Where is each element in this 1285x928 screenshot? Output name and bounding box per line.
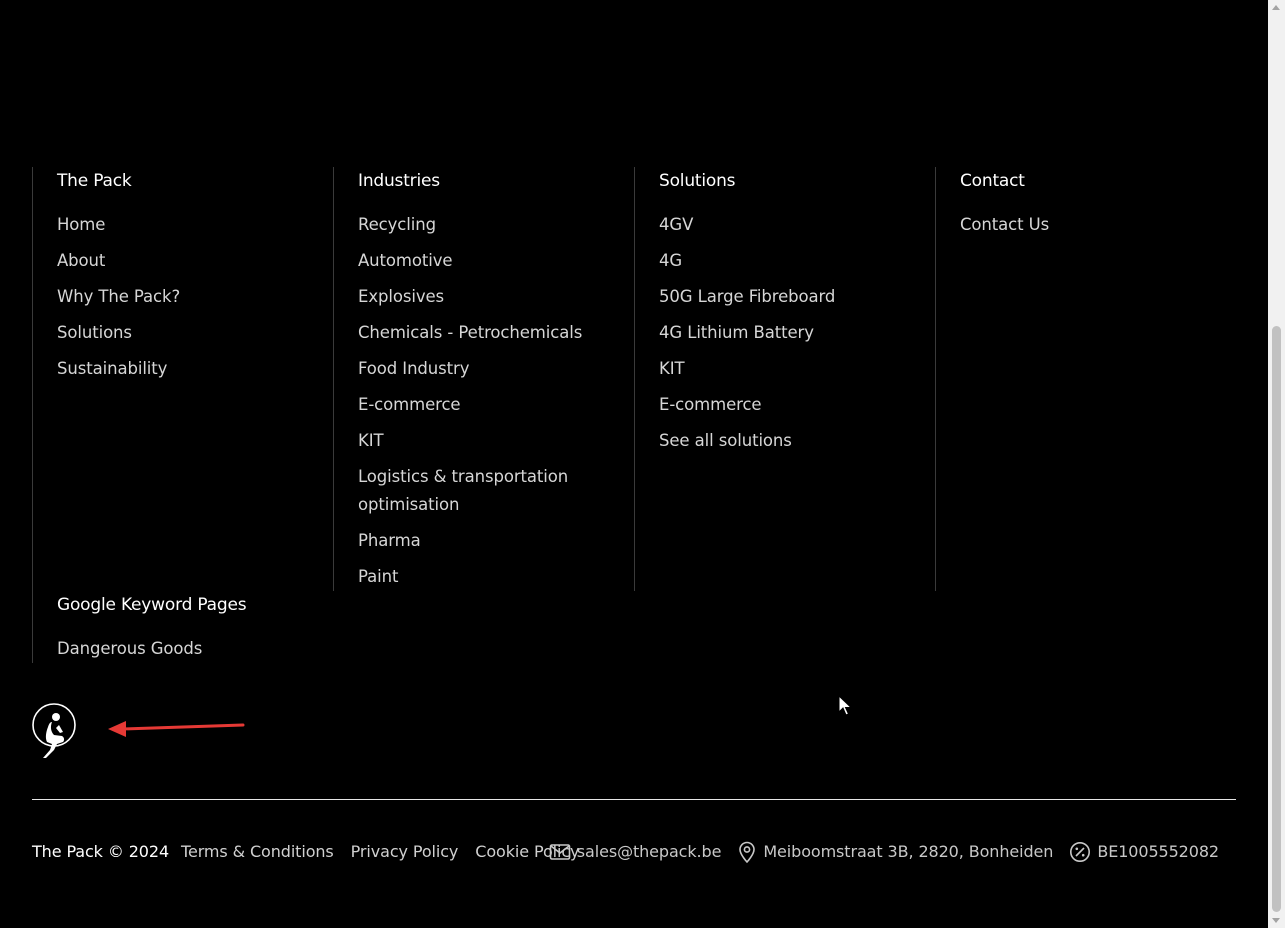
link-pharma[interactable]: Pharma bbox=[358, 531, 421, 550]
the-pack-links bbox=[57, 211, 333, 383]
address-item bbox=[737, 838, 1053, 866]
map-pin-icon bbox=[737, 841, 757, 863]
footer-column-solutions bbox=[634, 167, 935, 591]
link-solutions-e-commerce[interactable]: E-commerce bbox=[659, 395, 762, 414]
contact-links bbox=[960, 211, 1236, 239]
email-item[interactable] bbox=[549, 838, 722, 866]
footer-column-contact bbox=[935, 167, 1236, 591]
scrollbar-thumb[interactable] bbox=[1272, 326, 1281, 912]
keyword-pages-links bbox=[57, 635, 246, 663]
link-contact-us[interactable]: Contact Us bbox=[960, 215, 1050, 234]
vat-item bbox=[1069, 838, 1219, 866]
link-see-all-solutions[interactable]: See all solutions bbox=[659, 431, 792, 450]
link-paint[interactable]: Paint bbox=[358, 567, 399, 586]
company-info bbox=[533, 838, 1219, 866]
link-recycling[interactable]: Recycling bbox=[358, 215, 436, 234]
column-title-solutions: Solutions bbox=[659, 171, 736, 191]
link-food-industry[interactable]: Food Industry bbox=[358, 359, 470, 378]
link-solutions-kit[interactable]: KIT bbox=[659, 359, 685, 378]
link-dangerous-goods[interactable]: Dangerous Goods bbox=[57, 639, 203, 658]
link-4g[interactable]: 4G bbox=[659, 251, 683, 270]
link-solutions[interactable]: Solutions bbox=[57, 323, 132, 342]
keyword-pages-title: Google Keyword Pages bbox=[57, 595, 247, 615]
link-kit[interactable]: KIT bbox=[358, 431, 384, 450]
link-chemicals-petrochemicals[interactable]: Chemicals - Petrochemicals bbox=[358, 323, 583, 342]
red-arrow-annotation bbox=[104, 712, 249, 742]
keyword-pages-section bbox=[57, 591, 246, 663]
link-logistics[interactable]: Logistics & transportation optimisation bbox=[358, 467, 569, 514]
column-title-the-pack: The Pack bbox=[57, 171, 132, 191]
privacy-link[interactable]: Privacy Policy bbox=[350, 842, 459, 861]
link-explosives[interactable]: Explosives bbox=[358, 287, 445, 306]
footer-divider bbox=[32, 799, 1236, 800]
scroll-up-arrow-icon[interactable] bbox=[1272, 5, 1280, 10]
copyright-text: The Pack © 2024 bbox=[32, 842, 170, 861]
link-why-the-pack[interactable]: Why The Pack? bbox=[57, 287, 181, 306]
cookie-link[interactable]: Cookie Policy bbox=[475, 842, 580, 861]
footer-column-industries bbox=[333, 167, 634, 591]
mail-icon bbox=[549, 843, 571, 861]
vat-text: BE1005552082 bbox=[1097, 842, 1219, 861]
link-4gv[interactable]: 4GV bbox=[659, 215, 694, 234]
link-automotive[interactable]: Automotive bbox=[358, 251, 453, 270]
link-e-commerce[interactable]: E-commerce bbox=[358, 395, 461, 414]
terms-link[interactable]: Terms & Conditions bbox=[181, 842, 334, 861]
email-text: sales@thepack.be bbox=[576, 842, 722, 861]
footer-column-the-pack bbox=[32, 167, 333, 663]
scroll-down-arrow-icon[interactable] bbox=[1272, 918, 1280, 923]
industries-links bbox=[358, 211, 634, 591]
solutions-links bbox=[659, 211, 935, 455]
link-50g-large-fibreboard[interactable]: 50G Large Fibreboard bbox=[659, 287, 836, 306]
link-4g-lithium-battery[interactable]: 4G Lithium Battery bbox=[659, 323, 814, 342]
percent-badge-icon bbox=[1069, 841, 1091, 863]
vertical-scrollbar[interactable] bbox=[1268, 0, 1285, 928]
address-text: Meiboomstraat 3B, 2820, Bonheiden bbox=[763, 842, 1054, 861]
column-title-contact: Contact bbox=[960, 171, 1025, 191]
legal-links bbox=[181, 838, 591, 866]
link-home[interactable]: Home bbox=[57, 215, 106, 234]
link-about[interactable]: About bbox=[57, 251, 106, 270]
column-title-industries: Industries bbox=[358, 171, 440, 191]
link-sustainability[interactable]: Sustainability bbox=[57, 359, 168, 378]
mouse-cursor-icon bbox=[838, 695, 852, 717]
thinker-logo-icon[interactable] bbox=[32, 702, 80, 762]
